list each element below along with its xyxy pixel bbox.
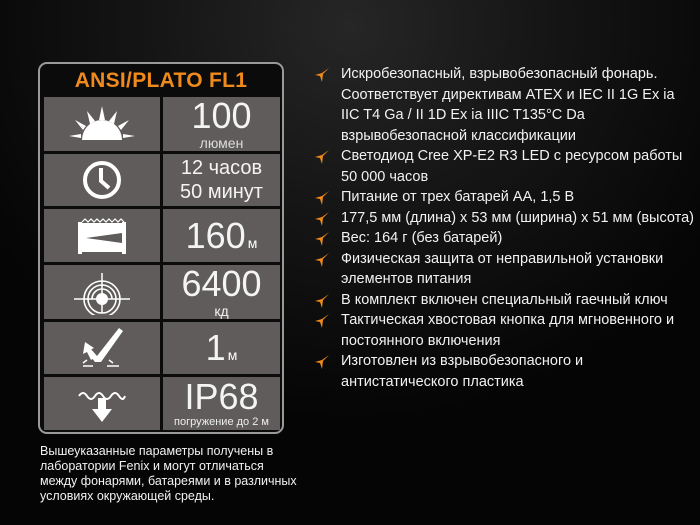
intensity-cell bbox=[163, 265, 280, 319]
feature-item: Искробезопасный, взрывобезопасный фонарь. Соответствует директивам ATEX и IEC II 1G Ex ia IIC T4 Ga / II 1D Ex ia IIIC T135°C Da взрывобезопасной классификации bbox=[314, 64, 694, 146]
beam-distance-icon bbox=[76, 216, 128, 256]
impact-unit: м bbox=[227, 347, 238, 363]
distance-unit: м bbox=[247, 234, 258, 251]
feature-list bbox=[314, 64, 694, 392]
waterproof-icon-cell bbox=[44, 377, 160, 430]
target-intensity-icon bbox=[72, 269, 132, 315]
distance-cell bbox=[163, 209, 280, 262]
lumens-unit: люмен bbox=[199, 135, 244, 151]
lumens-icon-cell bbox=[44, 97, 160, 151]
intensity-unit: кд bbox=[214, 303, 229, 319]
orange-star-bullet-icon bbox=[314, 231, 330, 247]
orange-star-bullet-icon bbox=[314, 149, 330, 165]
sun-rays-icon bbox=[67, 104, 137, 144]
orange-star-bullet-icon bbox=[314, 252, 330, 268]
orange-star-bullet-icon bbox=[314, 313, 330, 329]
impact-value: 1 bbox=[205, 327, 226, 368]
orange-star-bullet-icon bbox=[314, 211, 330, 227]
runtime-cell bbox=[163, 154, 280, 206]
waterproof-depth: погружение до 2 м bbox=[174, 416, 269, 428]
spec-panel bbox=[38, 62, 284, 434]
lumens-value: 100 bbox=[191, 95, 252, 136]
feature-item: Физическая защита от неправильной установки элементов питания bbox=[314, 249, 694, 290]
impact-icon-cell bbox=[44, 322, 160, 374]
runtime-minutes: 50 минут bbox=[180, 181, 263, 203]
intensity-value: 6400 bbox=[181, 263, 262, 304]
disclaimer-note: Вышеуказанные параметры получены в лаборатории Fenix и могут отличаться между фонарями, батареями и в различных условиях окружающей среды. bbox=[40, 444, 297, 503]
orange-star-bullet-icon bbox=[314, 293, 330, 309]
spec-title: ANSI/PLATO FL1 bbox=[74, 69, 248, 92]
orange-star-bullet-icon bbox=[314, 354, 330, 370]
impact-resistance-icon bbox=[79, 326, 125, 370]
feature-item: Вес: 164 г (без батарей) bbox=[314, 228, 694, 249]
feature-item: 177,5 мм (длина) x 53 мм (ширина) x 51 мм (высота) bbox=[314, 208, 694, 229]
distance-value: 160 bbox=[185, 214, 246, 256]
waterproof-icon bbox=[77, 384, 127, 424]
waterproof-cell bbox=[163, 377, 280, 430]
waterproof-rating: IP68 bbox=[184, 376, 259, 417]
orange-star-bullet-icon bbox=[314, 190, 330, 206]
orange-star-bullet-icon bbox=[314, 67, 330, 83]
impact-cell bbox=[163, 322, 280, 374]
feature-item: Светодиод Cree XP-E2 R3 LED с ресурсом работы 50 000 часов bbox=[314, 146, 694, 187]
feature-item: В комплект включен специальный гаечный ключ bbox=[314, 290, 694, 311]
lumens-cell bbox=[163, 97, 280, 151]
runtime-hours: 12 часов bbox=[180, 157, 263, 179]
feature-item: Питание от трех батарей АА, 1,5 В bbox=[314, 187, 694, 208]
distance-icon-cell bbox=[44, 209, 160, 262]
clock-icon bbox=[81, 159, 123, 201]
intensity-icon-cell bbox=[44, 265, 160, 319]
runtime-icon-cell bbox=[44, 154, 160, 206]
feature-item: Тактическая хвостовая кнопка для мгновенного и постоянного включения bbox=[314, 310, 694, 351]
feature-item: Изготовлен из взрывобезопасного и антистатического пластика bbox=[314, 351, 694, 392]
